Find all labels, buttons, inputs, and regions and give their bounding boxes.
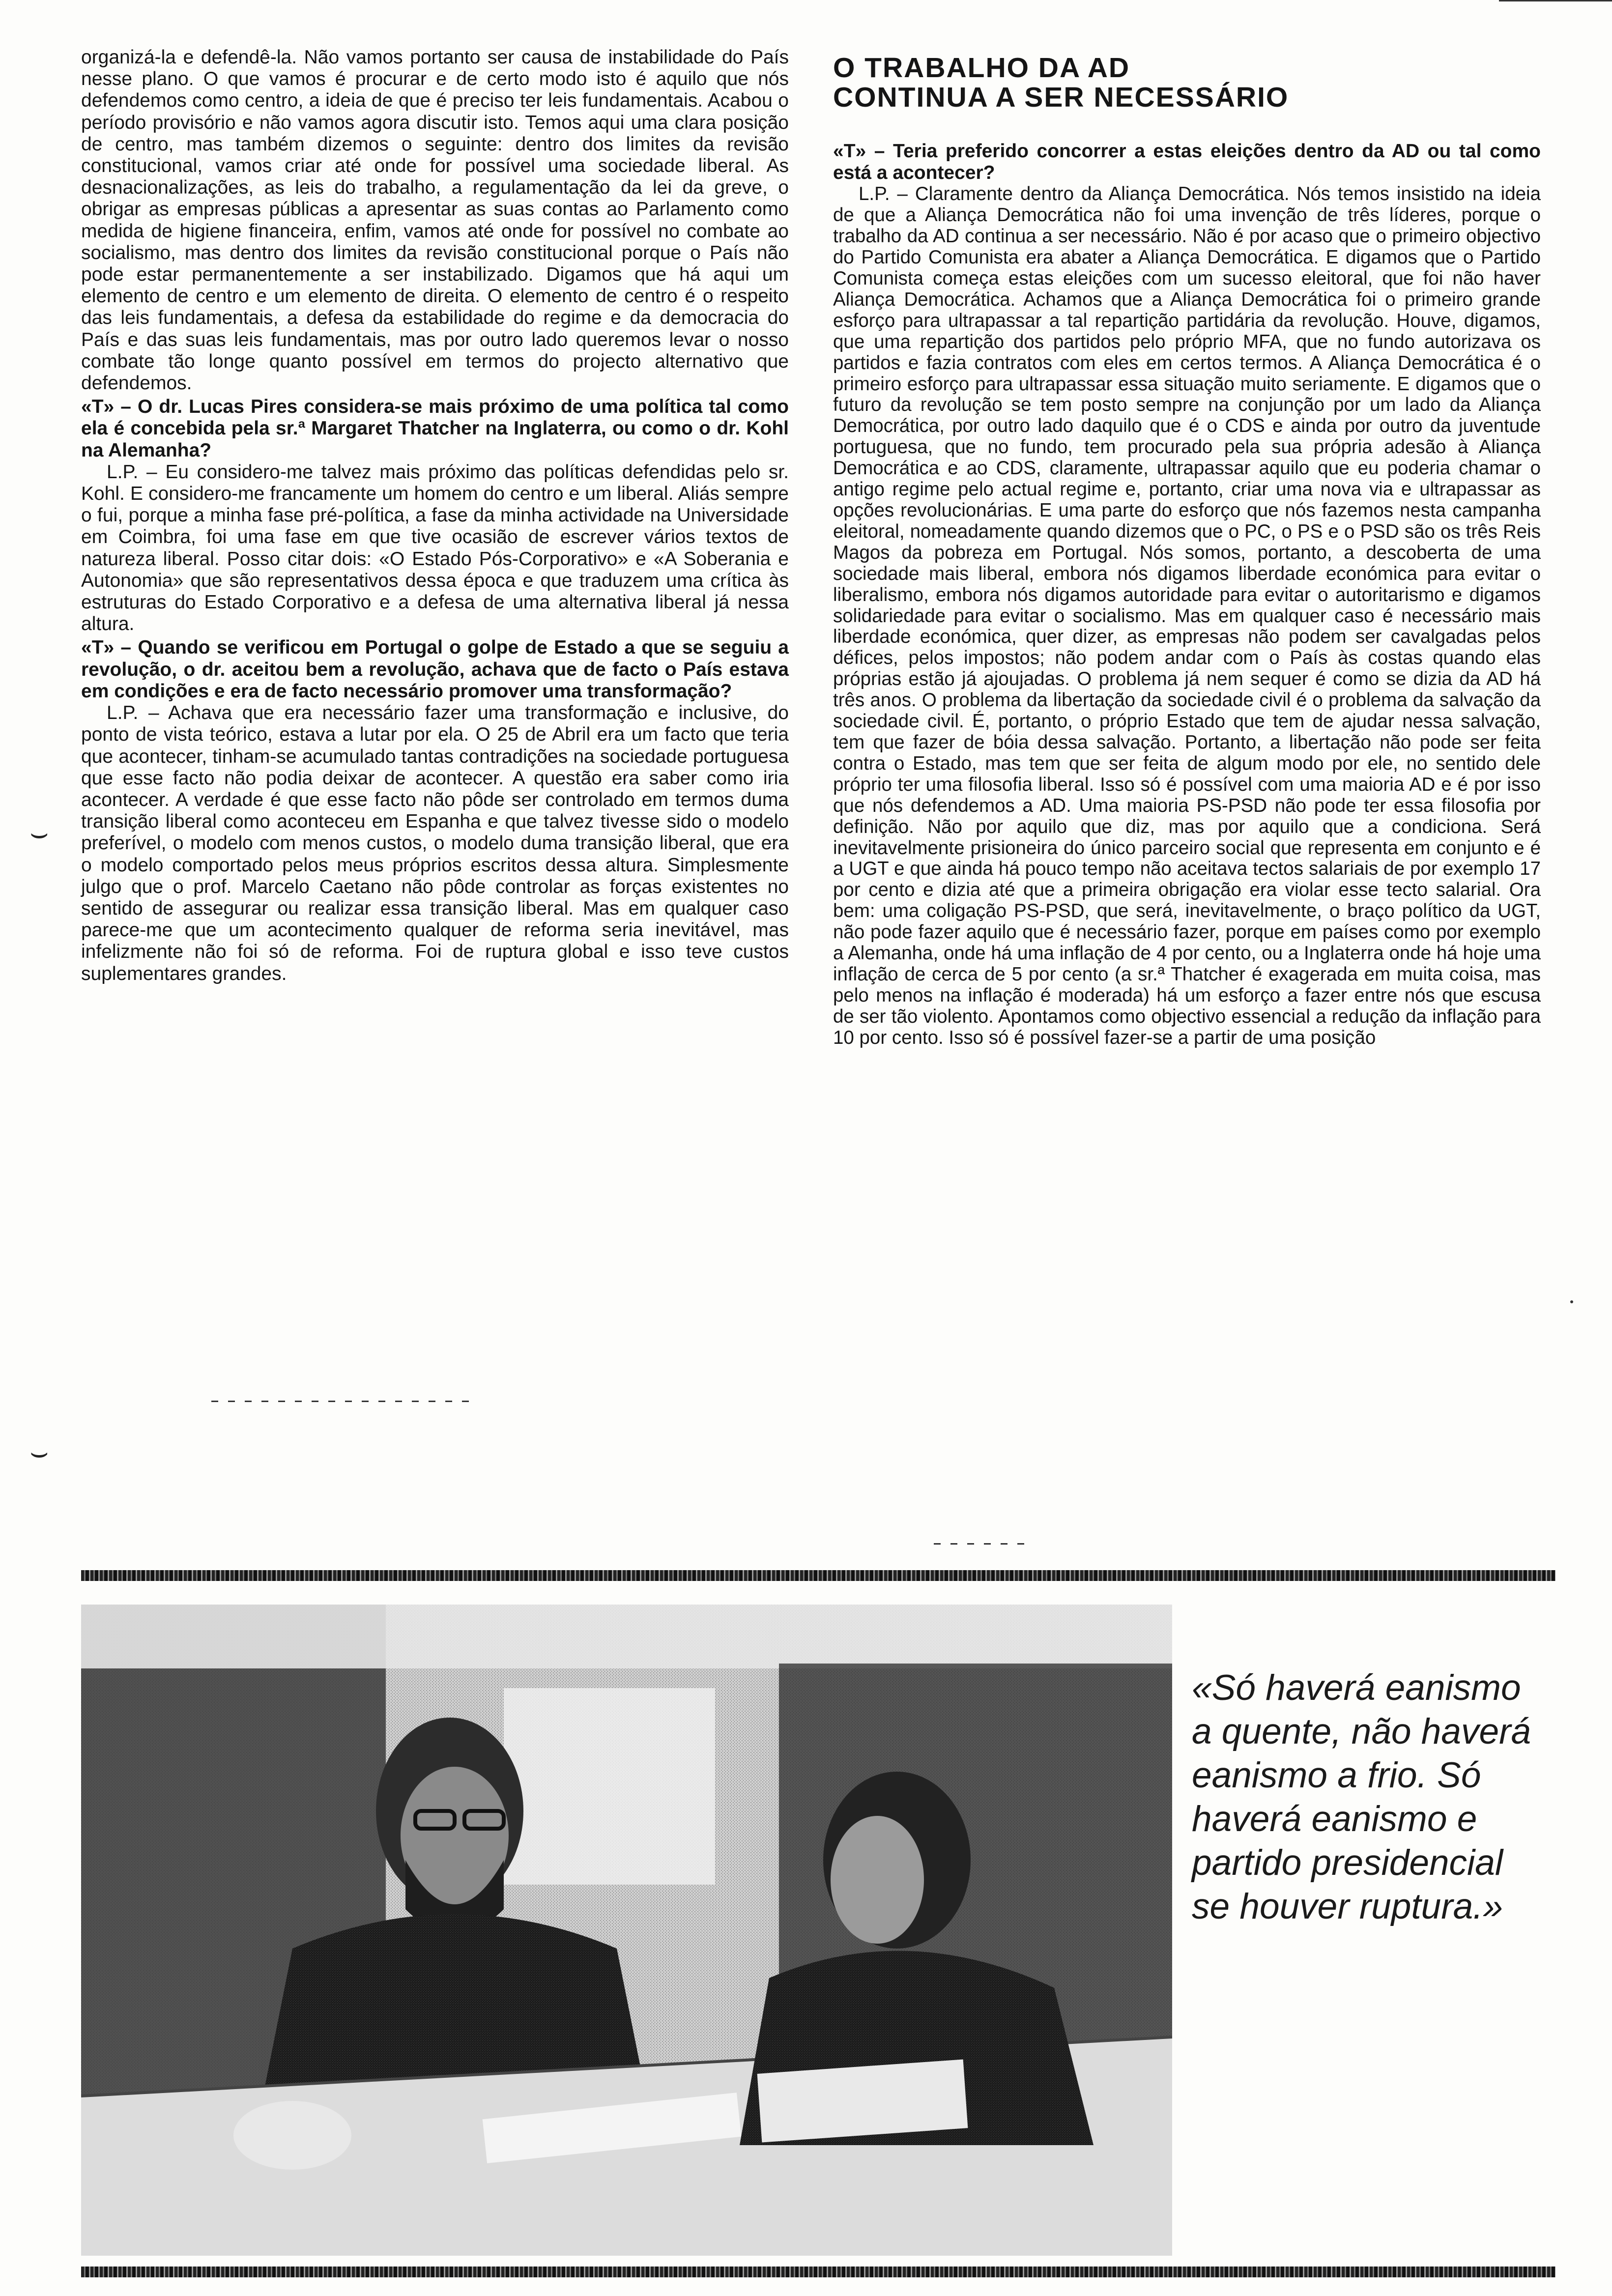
- right-column: [833, 53, 1541, 1049]
- page-top-rule: [1499, 0, 1612, 1]
- answer-ad-elections: L.P. – Claramente dentro da Aliança Democrática. Nós temos insistido na ideia de que a Aliança Democrática não foi uma invenção de três líderes, porque o trabalho da AD continua a ser necessário. Não é por acaso que o primeiro objectivo do Partido Comunista era abater a Aliança Democrática. E digamos que o Partido Comunista começa estas eleições com um sucesso eleitoral, que foi não haver Aliança Democrática. Achamos que a Aliança Democrática foi o primeiro grande esforço para ultrapassar a tal repartição partidária da revolução. Houve, digamos, que uma repartição dos partidos pelo próprio MFA, que no fundo autorizava os partidos e fazia contratos com eles em certos termos. A Aliança Democrática é o primeiro esforço para ultrapassar essa situação muito seriamente. E digamos que o futuro da revolução se tem posto sempre na conjunção por um lado da Aliança Democrática, por outro lado daquilo que é o CDS e ainda por outro da juventude portuguesa, que no fundo, tem procurado pela sua própria adesão à Aliança Democrática e ao CDS, claramente, ultrapassar aquilo que eu poderia chamar o antigo regime pelo actual regime e, portanto, criar uma nova via e ultrapassar as opções revolucionárias. E uma parte do esforço que nós fazemos nesta campanha eleitoral, nomeadamente quando dizemos que o PC, o PS e o PSD são os três Reis Magos da pobreza em Portugal. Nós somos, portanto, a descoberta de uma sociedade mais liberal, embora nós digamos liberdade económica para evitar o liberalismo, embora nós digamos autoridade para evitar o autoritarismo e digamos solidariedade para evitar o socialismo. Mas em qualquer caso é necessário mais liberdade económica, quer dizer, as empresas não podem ser cavalgadas pelos défices, pelos impostos; não podem andar com o País às costas quando elas próprias estão já ajoujadas. O problema já nem sequer é como se dizia da AD há três anos. O problema da libertação da sociedade civil é o problema da salvação da sociedade civil. É, portanto, o próprio Estado que tem de ajudar nessa salvação, tem que fazer de bóia dessa salvação. Portanto, a libertação não pode ser feita contra o Estado, mas tem que ser feita de algum modo por ele, no sentido dele próprio ter uma filosofia liberal. Isso só é possível com uma maioria AD e é por isso que nós defendemos a AD. Uma maioria PS-PSD não pode ter essa filosofia por definição. Não por aquilo que diz, mas por aquilo que a condiciona. Será inevitavelmente prisioneira do único parceiro social que representa em conjunto e é a UGT e que ainda há pouco tempo não aceitava tectos salariais de por exemplo 17 por cento e dizia até que a primeira obrigação era violar esse tecto salarial. Ora bem: uma coligação PS-PSD, que será, inevitavelmente, o braço político da UGT, não pode fazer aquilo que é necessário fazer, porque em países como por exemplo a Alemanha, onde há uma inflação de 4 por cento, ou a Inglaterra onde há hoje uma inflação de cerca de 5 por cento (a sr.ª Thatcher é exagerada em muita coisa, mas pelo menos na inflação é moderada) há um esforço a fazer entre nós que escusa de ser tão violento. Apontamos como objectivo essencial a redução da inflação para 10 por cento. Isso só é possível fazer-se a partir de uma posição: [833, 183, 1541, 1048]
- answer-revolution: L.P. – Achava que era necessário fazer uma transformação e inclusive, do ponto de vista teórico, estava a lutar por ela. O 25 de Abril era um facto que teria que acontecer, tinham-se acumulado tantas contradições na sociedade portuguesa que esse facto não podia deixar de acontecer. A questão era saber como iria acontecer. A verdade é que esse facto não pôde ser controlado em termos duma transição liberal como aconteceu em Espanha e que talvez tivesse sido o modelo preferível, o modelo com menos custos, o modelo duma transição liberal, que era o modelo comportado pelos meus próprios escritos dessa altura. Simplesmente julgo que o prof. Marcelo Caetano não pôde controlar as forças existentes no sentido de assegurar ou realizar essa transição liberal. Mas em qualquer caso parece-me que um acontecimento qualquer de reforma seria inevitável, mas infelizmente não foi só de reforma. Foi de ruptura global e isso teve custos suplementares grandes.: [81, 702, 789, 984]
- margin-mark-left-2: ⌣: [29, 1435, 49, 1468]
- left-column: [81, 47, 789, 985]
- photo-bottom-rule: [81, 2267, 1555, 2277]
- column-end-dashes-left: [211, 1401, 477, 1402]
- question-revolution: «T» – Quando se verificou em Portugal o golpe de Estado a que se seguiu a revolução, o dr. aceitou bem a revolução, achava que de facto o País estava em condições e era de facto necessário promover uma transformação?: [81, 637, 789, 702]
- pull-quote: «Só haverá eanismo a quente, não haverá eanismo a frio. Só haverá eanismo e partido presidencial se houver ruptura.»: [1192, 1668, 1531, 1926]
- answer-kohl: L.P. – Eu considero-me talvez mais próximo das políticas defendidas pelo sr. Kohl. E considero-me francamente um homem do centro e um liberal. Aliás sempre o fui, porque a minha fase pré-política, a fase da minha actividade na Universidade em Coimbra, foi uma fase em que tive ocasião de escrever vários textos de natureza liberal. Posso citar dois: «O Estado Pós-Corporativo» e «A Soberania e Autonomia» que são representativos dessa época e que traduzem uma crítica às estruturas do Estado Corporativo e a defesa de uma alternativa liberal já nessa altura.: [81, 461, 789, 635]
- headline-line-2: CONTINUA A SER NECESSÁRIO: [833, 82, 1289, 113]
- question-thatcher-kohl: «T» – O dr. Lucas Pires considera-se mais próximo de uma política tal como ela é concebida pela sr.ª Margaret Thatcher na Inglaterra, ou como o dr. Kohl na Alemanha?: [81, 396, 789, 461]
- margin-dot-right: [1570, 1300, 1573, 1303]
- photo-top-rule: [81, 1570, 1555, 1581]
- column-end-dashes-right: [934, 1543, 1032, 1545]
- headline-line-1: O TRABALHO DA AD: [833, 52, 1130, 84]
- margin-mark-left-1: ⌣: [29, 816, 49, 849]
- interview-photo: [81, 1605, 1172, 2256]
- interview-photo-illustration: [81, 1605, 1172, 2256]
- question-ad-elections: «T» – Teria preferido concorrer a estas eleições dentro da AD ou tal como está a acontecer?: [833, 141, 1541, 184]
- section-headline: [833, 53, 1541, 112]
- left-paragraph-1: organizá-la e defendê-la. Não vamos portanto ser causa de instabilidade do País nesse plano. O que vamos é procurar e de certo modo isto é aquilo que nós defendemos como centro, a ideia de que é preciso ter leis fundamentais. Acabou o período provisório e não vamos agora discutir isto. Temos aqui uma clara posição de centro, mas também dizemos o seguinte: dentro dos limites da revisão constitucional, vamos criar até onde for possível uma sociedade liberal. As desnacionalizações, as leis do trabalho, a regulamentação da lei da greve, o obrigar as empresas públicas a apresentar as suas contas ao Parlamento como medida de higiene financeira, enfim, vamos até onde for possível no combate ao socialismo, mas dentro dos limites da revisão constitucional porque o País não pode estar permanentemente a ser instabilizado. Digamos que há aqui um elemento de centro e um elemento de direita. O elemento de centro é o respeito das leis fundamentais, a defesa da estabilidade do regime e da democracia do País e das suas leis fundamentais, mas por outro lado queremos levar o nosso combate tão longe quanto possível em termos do projecto alternativo que defendemos.: [81, 47, 789, 394]
